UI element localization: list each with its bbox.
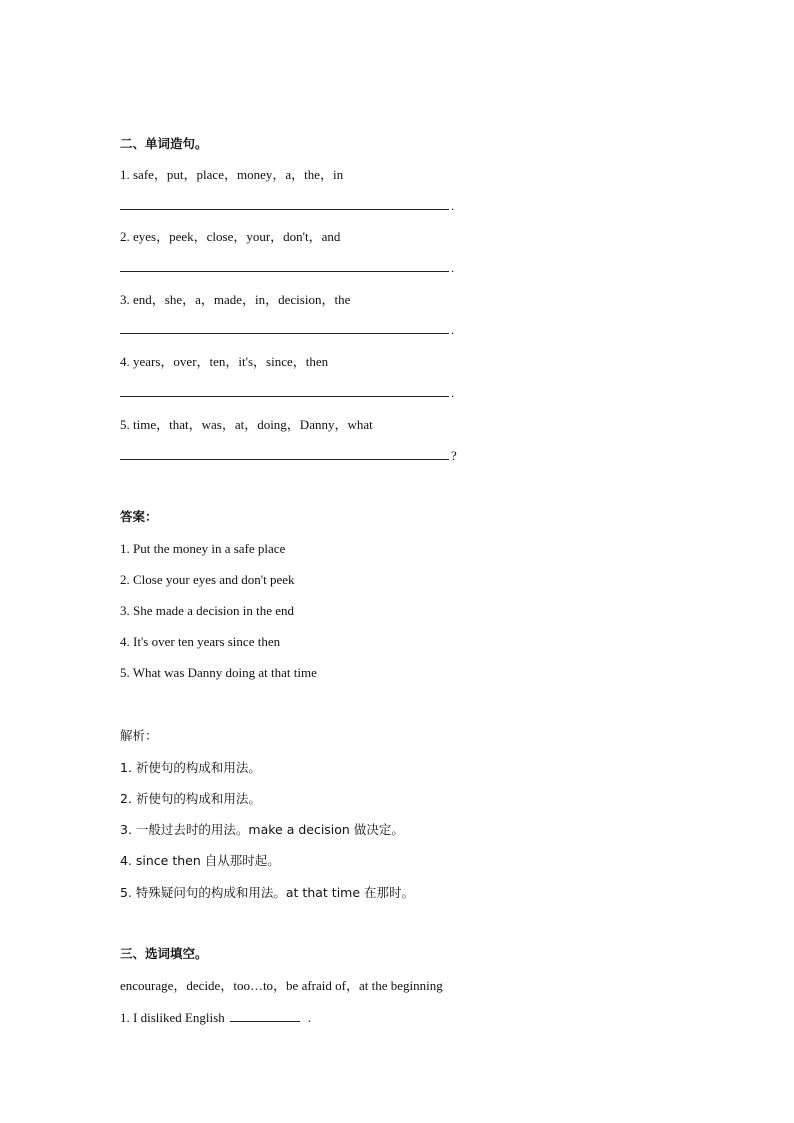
fill-question-1-end-mark: . xyxy=(307,1010,311,1025)
word-bank: encourage，decide，too…to，be afraid of，at the beginning xyxy=(120,978,443,993)
blank-rule xyxy=(120,396,449,397)
question-1-prompt: 1. safe，put，place，money，a，the，in xyxy=(120,167,344,182)
question-2-end-mark: . xyxy=(451,260,455,275)
blank-rule xyxy=(120,271,449,272)
answer-5: 5. What was Danny doing at that time xyxy=(120,665,317,680)
section2-title: 二、单词造句。 xyxy=(120,136,208,151)
blank-rule xyxy=(120,333,449,334)
blank-rule xyxy=(120,459,449,460)
fill-question-1 xyxy=(120,1009,311,1026)
analysis-2: 2. 祈使句的构成和用法。 xyxy=(120,791,261,806)
answer-3: 3. She made a decision in the end xyxy=(120,603,295,618)
question-3-prompt: 3. end，she，a，made，in，decision，the xyxy=(120,292,351,307)
analysis-3: 3. 一般过去时的用法。make a decision 做决定。 xyxy=(120,822,404,837)
answers-title: 答案： xyxy=(120,509,158,524)
question-5-prompt: 5. time，that，was，at，doing，Danny，what xyxy=(120,417,373,432)
analysis-title: 解析： xyxy=(120,728,158,743)
analysis-1: 1. 祈使句的构成和用法。 xyxy=(120,760,261,775)
fill-question-1-blank[interactable] xyxy=(230,1009,300,1022)
blank-rule xyxy=(120,209,449,210)
section3-title: 三、选词填空。 xyxy=(120,946,208,961)
question-4-end-mark: . xyxy=(451,385,455,400)
answer-1: 1. Put the money in a safe place xyxy=(120,541,286,556)
question-2-prompt: 2. eyes，peek，close，your，don't，and xyxy=(120,229,341,244)
answer-2: 2. Close your eyes and don't peek xyxy=(120,572,295,587)
fill-question-1-text: 1. I disliked English xyxy=(120,1010,225,1025)
analysis-4: 4. since then 自从那时起。 xyxy=(120,853,280,868)
question-1-end-mark: . xyxy=(451,198,455,213)
question-5-end-mark: ? xyxy=(451,448,457,463)
answer-4: 4. It's over ten years since then xyxy=(120,634,281,649)
question-4-prompt: 4. years，over，ten，it's，since，then xyxy=(120,354,329,369)
question-3-end-mark: . xyxy=(451,322,455,337)
analysis-5: 5. 特殊疑问句的构成和用法。at that time 在那时。 xyxy=(120,885,415,900)
